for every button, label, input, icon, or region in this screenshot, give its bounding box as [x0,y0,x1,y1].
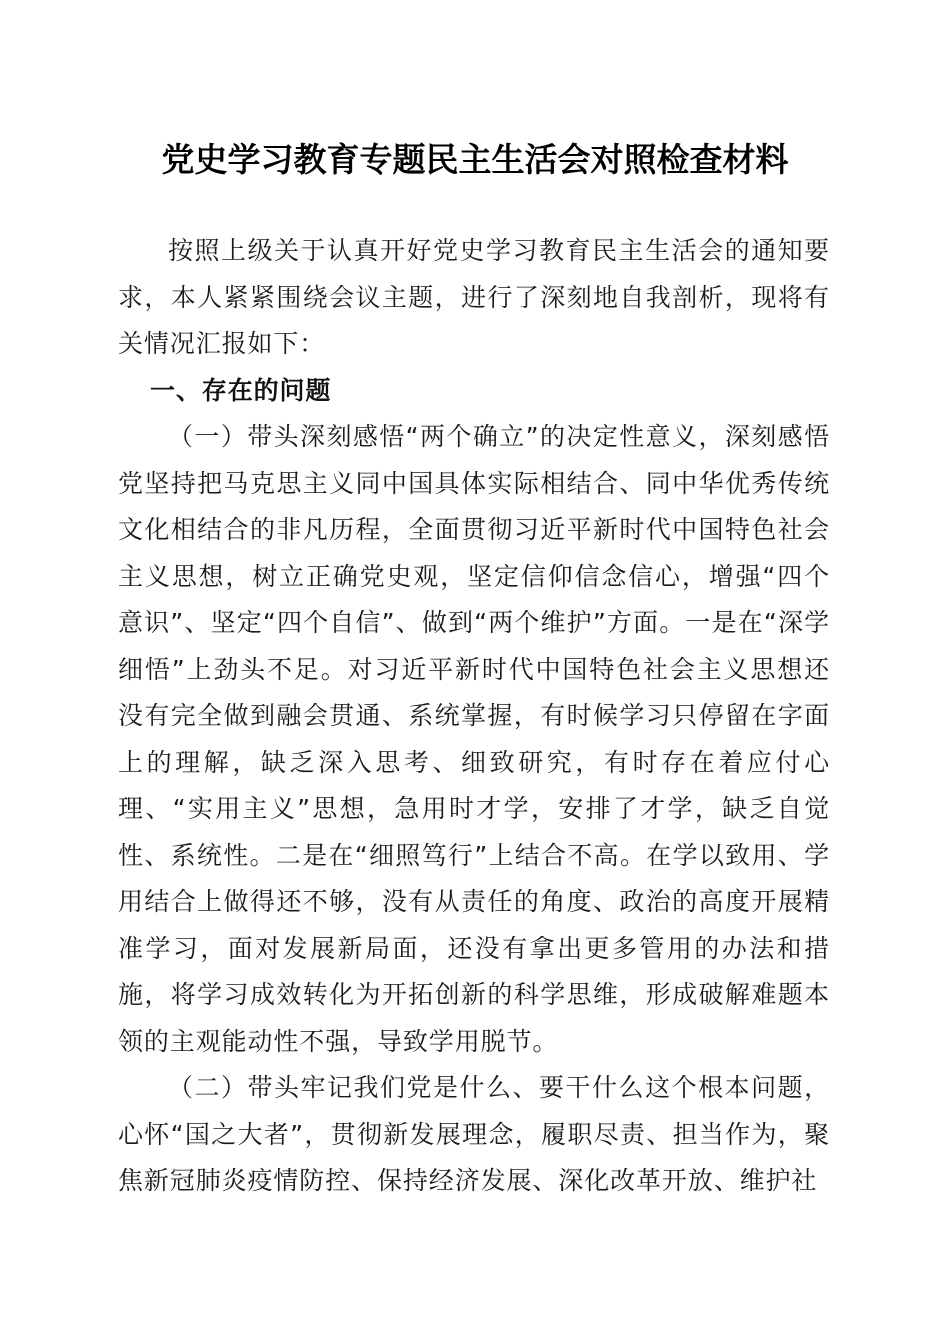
section-heading: 一、存在的问题 [150,375,332,405]
paragraph-1: （一）带头深刻感悟“两个确立”的决定性意义，深刻感悟党坚持把马克思主义同中国具体实际相结合、同中华优秀传统文化相结合的非凡历程，全面贯彻习近平新时代中国特色社会主义思想，树立正确党史观，坚定信仰信念信心，增强“四个意识”、坚定“四个自信”、做到“两个维护”方面。一是在“深学细悟”上劲头不足。对习近平新时代中国特色社会主义思想还没有完全做到融会贯通、系统掌握，有时候学习只停留在字面上的理解，缺乏深入思考、细致研究，有时存在着应付心理、“实用主义”思想，急用时才学，安排了才学，缺乏自觉性、系统性。二是在“细照笃行”上结合不高。在学以致用、学用结合上做得还不够，没有从责任的角度、政治的高度开展精准学习，面对发展新局面，还没有拿出更多管用的办法和措施，将学习成效转化为开拓创新的科学思维，形成破解难题本领的主观能动性不强，导致学用脱节。 [118,422,830,1056]
intro-paragraph: 按照上级关于认真开好党史学习教育民主生活会的通知要求，本人紧紧围绕会议主题，进行了深刻地自我剖析，现将有关情况汇报如下： [118,236,830,358]
document-body [118,228,830,1205]
paragraph-2: （二）带头牢记我们党是什么、要干什么这个根本问题，心怀“国之大者”，贯彻新发展理念，履职尽责、担当作为，聚焦新冠肺炎疫情防控、保持经济发展、深化改革开放、维护社 [118,1073,830,1195]
document-title: 党史学习教育专题民主生活会对照检查材料 [161,140,789,179]
